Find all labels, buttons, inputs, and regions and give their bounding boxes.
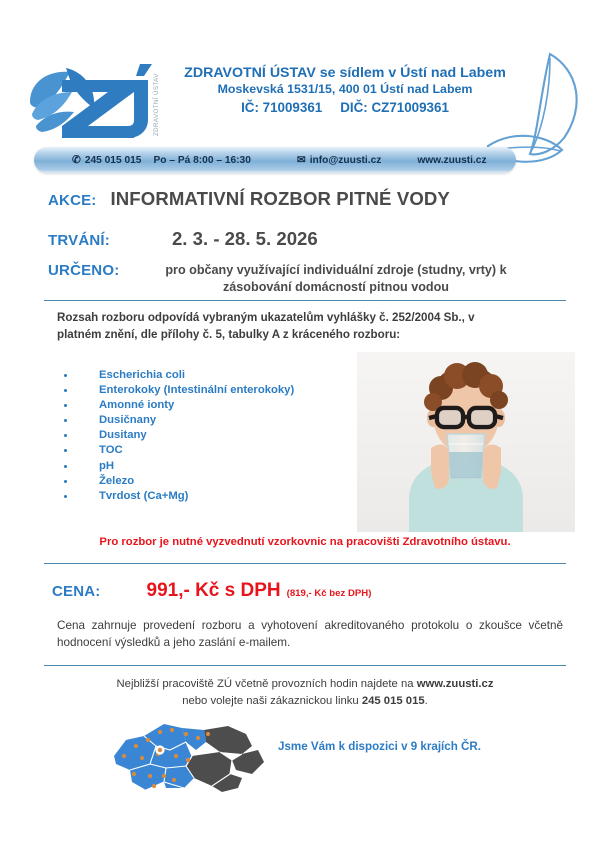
- row-urceno: [48, 262, 568, 296]
- organization-info: [180, 64, 510, 116]
- trvani-label: TRVÁNÍ:: [48, 232, 110, 249]
- list-item: Dusičnany: [62, 413, 294, 428]
- row-cena: [52, 580, 371, 602]
- org-ids: [180, 99, 510, 116]
- divider-top: [44, 300, 566, 301]
- zu-logo: [22, 56, 182, 148]
- org-ic: IČ: 71009361: [241, 100, 323, 116]
- price-amount: 991,- Kč s DPH: [146, 580, 281, 601]
- contact-phone-text: 245 015 015: [84, 154, 142, 166]
- nearest-line-1: [0, 676, 610, 693]
- row-trvani: [48, 228, 318, 250]
- akce-label: AKCE:: [48, 192, 97, 209]
- envelope-icon: ✉: [296, 153, 306, 166]
- document-header: [0, 44, 610, 174]
- org-dic: DIČ: CZ71009361: [340, 100, 449, 116]
- trvani-value: 2. 3. - 28. 5. 2026: [171, 228, 318, 249]
- contact-email-text: info@zuusti.cz: [309, 154, 382, 166]
- divider-price: [44, 563, 566, 564]
- list-item: pH: [62, 459, 294, 474]
- phone-icon: ✆: [72, 153, 81, 166]
- list-item: Tvrdost (Ca+Mg): [62, 489, 294, 504]
- org-address: Moskevská 1531/15, 400 01 Ústí nad Labem: [217, 82, 473, 97]
- contact-bar: [34, 147, 516, 173]
- nearest-line-2: [0, 693, 610, 710]
- nearest-line2-period: .: [424, 694, 428, 707]
- row-akce: [48, 188, 450, 210]
- list-item: Železo: [62, 474, 294, 489]
- org-name: ZDRAVOTNÍ ÚSTAV se sídlem v Ústí nad Labem: [184, 65, 506, 81]
- contact-phone[interactable]: [72, 155, 141, 166]
- sampling-notice: Pro rozbor je nutné vyzvednutí vzorkovnic na pracovišti Zdravotního ústavu.: [99, 536, 511, 548]
- price-without-vat: (819,- Kč bez DPH): [286, 588, 372, 599]
- availability-text: Jsme Vám k dispozici v 9 krajích ČR.: [278, 740, 481, 753]
- nearest-website[interactable]: www.zuusti.cz: [416, 678, 494, 690]
- list-item: TOC: [62, 443, 294, 458]
- boy-drinking-water-photo: [357, 352, 575, 532]
- list-item: Escherichia coli: [62, 368, 294, 383]
- divider-footer: [44, 665, 566, 666]
- list-item: Dusitany: [62, 428, 294, 443]
- contact-website[interactable]: www.zuusti.cz: [417, 154, 487, 166]
- logo-vertical-text: ZDRAVOTNÍ ÚSTAV: [153, 73, 160, 136]
- czech-republic-regions-map: [108, 716, 268, 796]
- akce-value: INFORMATIVNÍ ROZBOR PITNÉ VODY: [110, 188, 450, 209]
- list-item: Amonné ionty: [62, 398, 294, 413]
- scope-paragraph: Rozsah rozboru odpovídá vybraným ukazatelům vyhlášky č. 252/2004 Sb., v platném znění, dle přílohy č. 5, tabulky A z kráceného rozboru:: [57, 311, 475, 341]
- nearest-line2-text: nebo volejte naši zákaznickou linku: [182, 694, 362, 707]
- nearest-phone[interactable]: 245 015 015: [361, 694, 425, 707]
- parameters-list: [62, 368, 294, 504]
- nearest-office-info: [0, 676, 610, 710]
- nearest-line1-text: Nejbližší pracoviště ZÚ včetně provozních hodin najdete na: [116, 678, 417, 690]
- urceno-value: pro občany využívající individuální zdroje (studny, vrty) k zásobování domácností pitnou vodou: [165, 263, 507, 294]
- urceno-label: URČENO:: [48, 262, 120, 279]
- price-includes-paragraph: Cena zahrnuje provedení rozboru a vyhotovení akreditovaného protokolu o zkoušce včetně hodnocení výsledků a jeho zaslání e-mailem.: [57, 619, 563, 649]
- cena-label: CENA:: [52, 583, 101, 600]
- list-item: Enterokoky (Intestinální enterokoky): [62, 383, 294, 398]
- contact-email[interactable]: [297, 155, 381, 166]
- contact-hours: Po – Pá 8:00 – 16:30: [153, 154, 251, 166]
